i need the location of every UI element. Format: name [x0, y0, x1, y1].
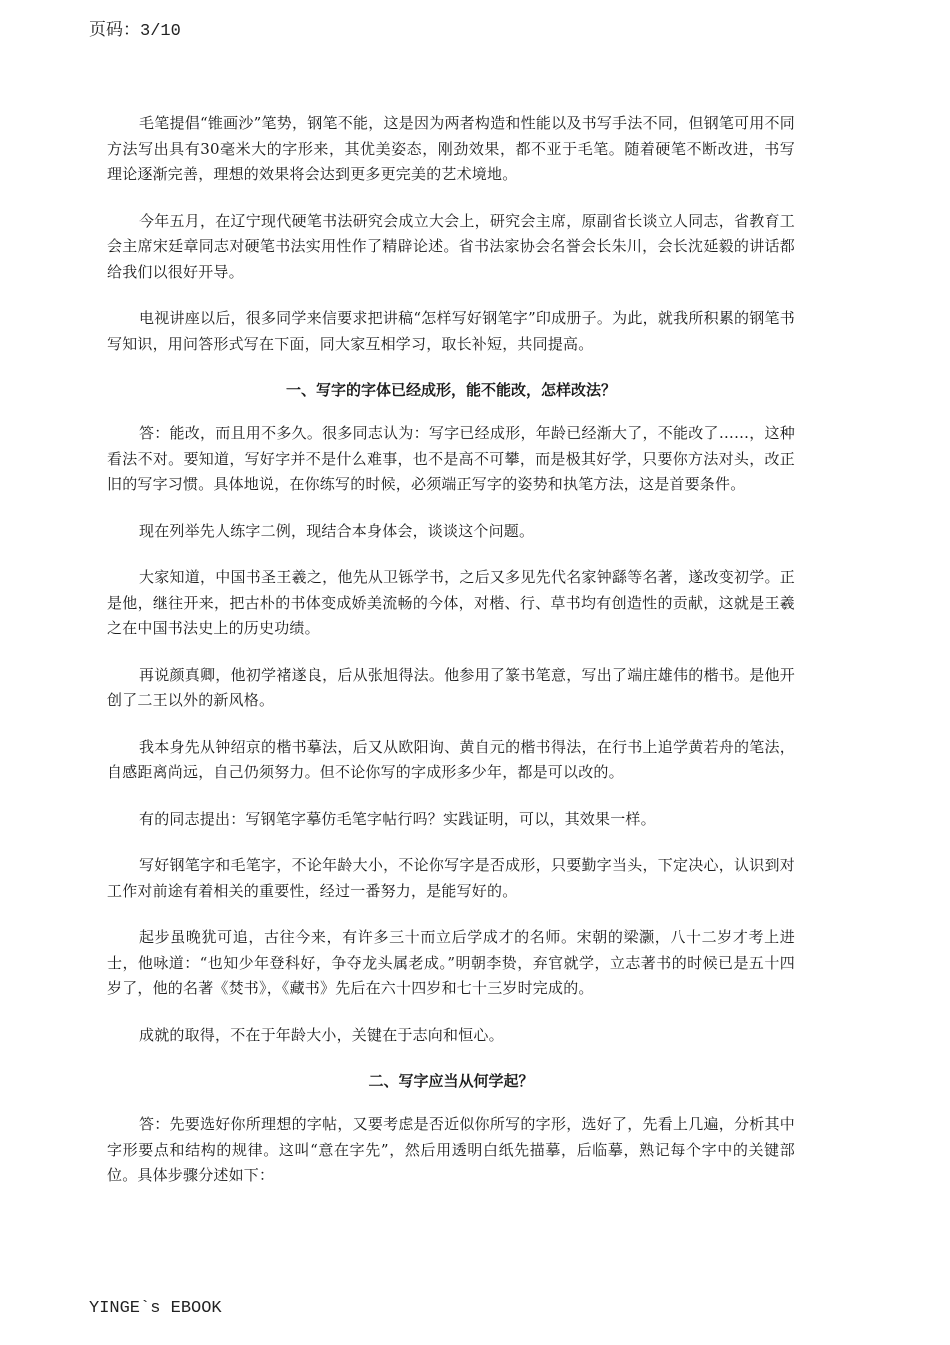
footer-label: YINGE`s EBOOK: [89, 1299, 222, 1318]
paragraph: 写好钢笔字和毛笔字，不论年龄大小，不论你写字是否成形，只要勤字当头，下定决心，认识到对工作对前途有着相关的重要性，经过一番努力，是能写好的。: [107, 856, 795, 900]
paragraph: 毛笔提倡“锥画沙”笔势，钢笔不能，这是因为两者构造和性能以及书写手法不同，但钢笔可用不同方法写出具有30毫米大的字形来，其优美姿态，刚劲效果，都不亚于毛笔。随着硬笔不断改进，书写理论逐渐完善，理想的效果将会达到更多更完美的艺术境地。: [107, 114, 795, 183]
paragraph: 答：能改，而且用不多久。很多同志认为：写字已经成形，年龄已经渐大了，不能改了……，这种看法不对。要知道，写好字并不是什么难事，也不是高不可攀，而是极其好学，只要你方法对头，改正旧的写字习惯。具体地说，在你练写的时候，必须端正写字的姿势和执笔方法，这是首要条件。: [107, 424, 795, 493]
paragraph: 有的同志提出：写钢笔字摹仿毛笔字帖行吗？实践证明，可以，其效果一样。: [139, 809, 656, 828]
paragraph: 起步虽晚犹可追，古往今来，有许多三十而立后学成才的名师。宋朝的梁灏，八十二岁才考上进士，他咏道：“也知少年登科好，争夺龙头属老成。”明朝李贽，弃官就学，立志著书的时候已是五十四岁了，他的名著《焚书》，《藏书》先后在六十四岁和七十三岁时完成的。: [107, 928, 795, 997]
paragraph: 答：先要选好你所理想的字帖，又要考虑是否近似你所写的字形，选好了，先看上几遍，分析其中字形要点和结构的规律。这叫“意在字先”，然后用透明白纸先描摹，后临摹，熟记每个字中的关键部位。具体步骤分述如下：: [107, 1115, 795, 1184]
paragraph: 我本身先从钟绍京的楷书摹法，后又从欧阳询、黄自元的楷书得法，在行书上追学黄若舟的笔法，自感距离尚远，自己仍须努力。但不论你写的字成形多少年，都是可以改的。: [107, 737, 795, 781]
section-heading-1: 一、写字的字体已经成形，能不能改，怎样改法？: [285, 381, 616, 399]
document-body: [107, 111, 795, 1210]
paragraph: 成就的取得，不在于年龄大小，关键在于志向和恒心。: [139, 1025, 504, 1044]
paragraph: 电视讲座以后，很多同学来信要求把讲稿“怎样写好钢笔字”印成册子。为此，就我所积累的钢笔书写知识，用问答形式写在下面，同大家互相学习，取长补短，共同提高。: [107, 309, 795, 353]
page-indicator: 页码：3/10: [89, 22, 181, 41]
paragraph: 现在列举先人练字二例，现结合本身体会，谈谈这个问题。: [139, 521, 535, 540]
paragraph: 今年五月，在辽宁现代硬笔书法研究会成立大会上，研究会主席，原副省长谈立人同志，省教育工会主席宋廷章同志对硬笔书法实用性作了精辟论述。省书法家协会名誉会长朱川，会长沈延毅的讲话都给我们以很好开导。: [107, 211, 795, 281]
paragraph: 大家知道，中国书圣王羲之，他先从卫铄学书，之后又多见先代名家钟繇等名著，遂改变初学。正是他，继往开来，把古朴的书体变成娇美流畅的今体，对楷、行、草书均有创造性的贡献，这就是王羲之在中国书法史上的历史功绩。: [107, 568, 795, 637]
paragraph: 再说颜真卿，他初学褚遂良，后从张旭得法。他参用了篆书笔意，写出了端庄雄伟的楷书。是他开创了二王以外的新风格。: [107, 665, 795, 709]
section-heading-2: 二、写字应当从何学起？: [368, 1072, 534, 1090]
